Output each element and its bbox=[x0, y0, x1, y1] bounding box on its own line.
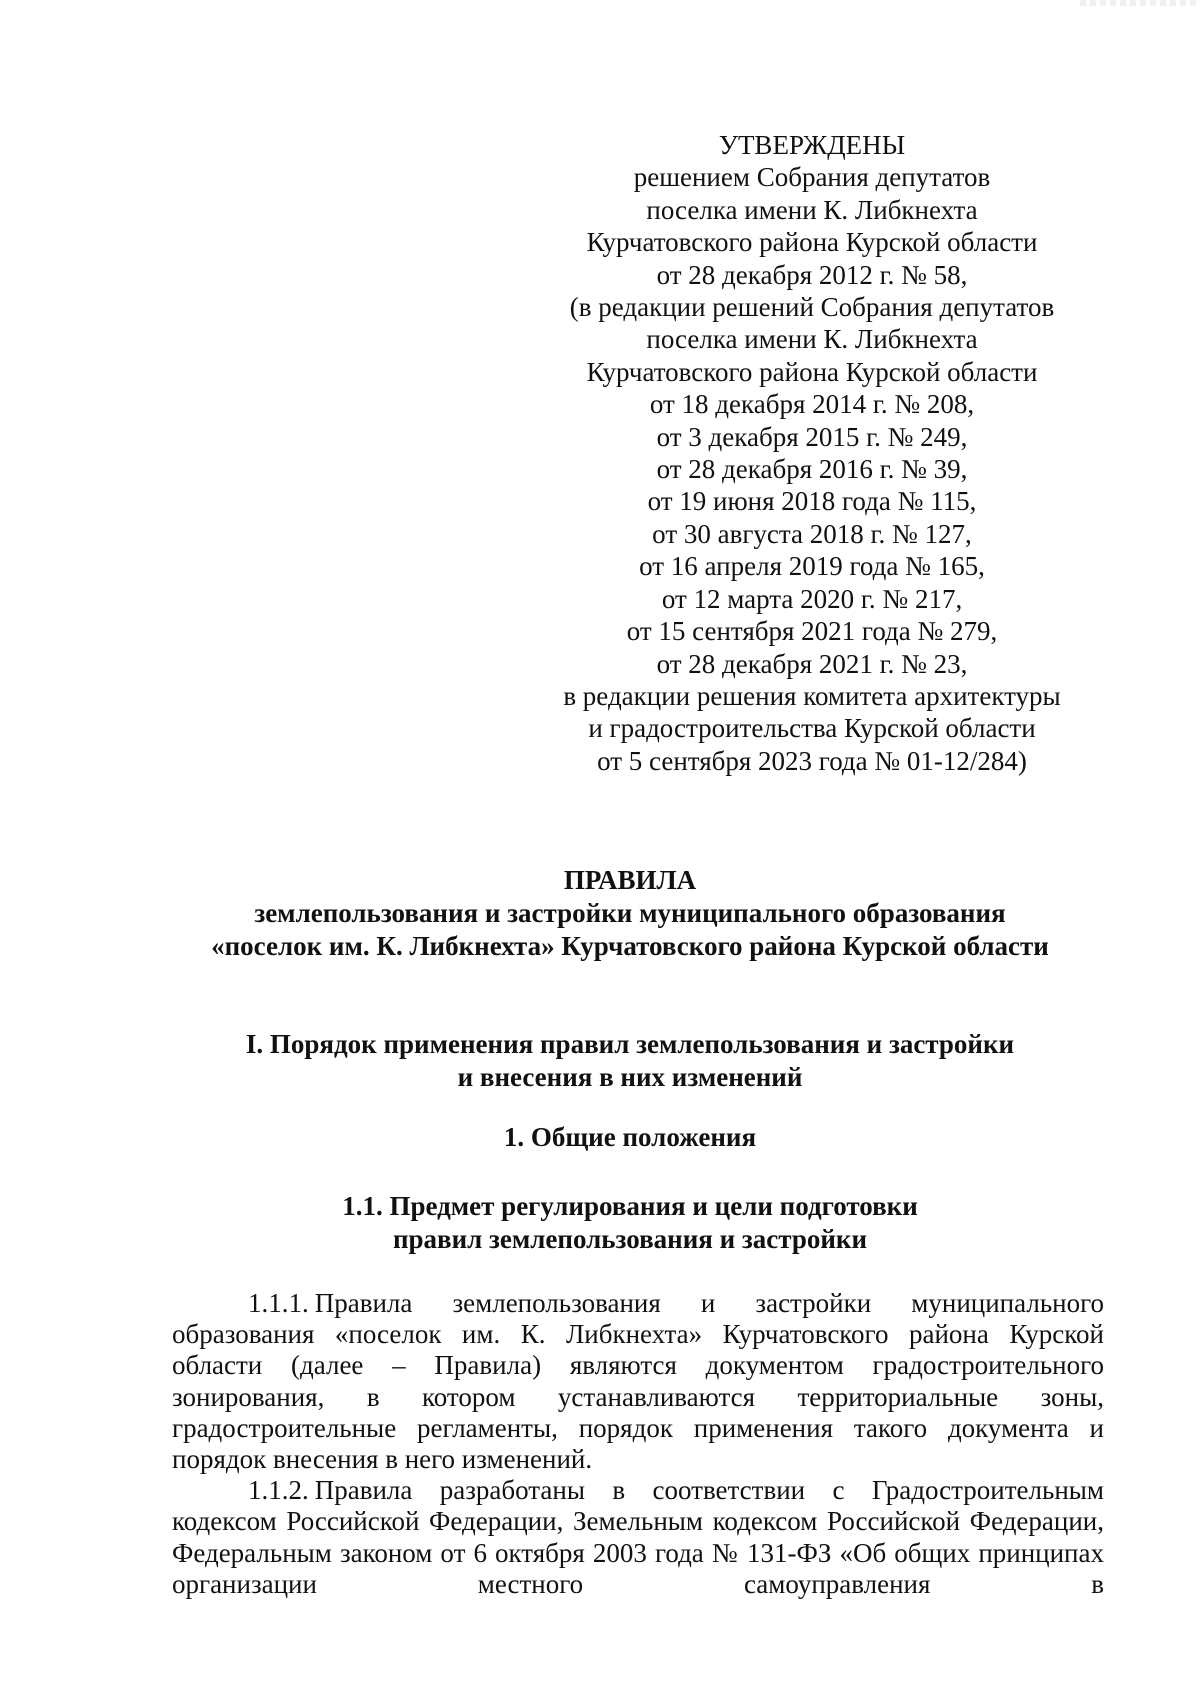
paragraph-1-1-1 bbox=[172, 1288, 1104, 1475]
document-title-main: ПРАВИЛА bbox=[563, 865, 697, 895]
approval-line: Курчатовского района Курской области bbox=[586, 227, 1038, 258]
section-heading bbox=[150, 1028, 1110, 1094]
approval-line: поселка имени К. Либкнехта bbox=[646, 324, 978, 355]
approval-line: от 16 апреля 2019 года № 165, bbox=[639, 551, 985, 582]
approval-line: от 28 декабря 2016 г. № 39, bbox=[656, 454, 968, 485]
approval-line: от 30 августа 2018 г. № 127, bbox=[652, 518, 972, 549]
section-heading-line: и внесения в них изменений bbox=[457, 1062, 803, 1092]
scan-artifact bbox=[1080, 0, 1200, 6]
body-text bbox=[172, 1288, 1104, 1600]
approval-line: (в редакции решений Собрания депутатов bbox=[569, 292, 1055, 323]
paragraph-text: Правила разработаны в соответствии с Градостроительным кодексом Российской Федерации, Земельным кодексом Российской Федерации, Федеральным законом от 6 октября 2003 года № 131-ФЗ «Об общих принципах организации местного самоуправления в bbox=[172, 1475, 1104, 1599]
approval-line: от 19 июня 2018 года № 115, bbox=[647, 486, 977, 517]
subsection-heading-line: 1. Общие положения bbox=[503, 1122, 757, 1152]
document-title-line: «поселок им. К. Либкнехта» Курчатовского района Курской области bbox=[211, 931, 1049, 961]
paragraph-number: 1.1.2. bbox=[248, 1475, 309, 1506]
clause-heading bbox=[150, 1190, 1110, 1256]
approval-line: от 5 сентября 2023 года № 01-12/284) bbox=[597, 745, 1027, 776]
paragraph-text: Правила землепользования и застройки муниципального образования «поселок им. К. Либкнехта» Курчатовского района Курской области (далее – Правила) являются документом градостроительного зонирования, в котором устанавливаются территориальные зоны, градостроительные регламенты, порядок применения такого документа и порядок внесения в него изменений. bbox=[172, 1288, 1104, 1475]
approval-heading: УТВЕРЖДЕНЫ bbox=[718, 130, 906, 160]
approval-line: решением Собрания депутатов bbox=[633, 162, 991, 193]
approval-line: Курчатовского района Курской области bbox=[586, 356, 1038, 387]
approval-line: от 12 марта 2020 г. № 217, bbox=[661, 583, 963, 614]
approval-line: от 18 декабря 2014 г. № 208, bbox=[649, 389, 975, 420]
section-heading-line: I. Порядок применения правил землепользования и застройки bbox=[245, 1029, 1015, 1059]
document-title-line: землепользования и застройки муниципального образования bbox=[254, 898, 1006, 928]
approval-line: от 3 декабря 2015 г. № 249, bbox=[656, 421, 968, 452]
subsection-heading bbox=[150, 1121, 1110, 1154]
paragraph-1-1-2 bbox=[172, 1475, 1104, 1600]
approval-line: в редакции решения комитета архитектуры bbox=[563, 680, 1061, 711]
approval-line: поселка имени К. Либкнехта bbox=[646, 194, 978, 225]
approval-line: от 28 декабря 2021 г. № 23, bbox=[656, 648, 968, 679]
approval-stamp-block bbox=[520, 129, 1104, 777]
document-title bbox=[150, 864, 1110, 963]
approval-line: от 15 сентября 2021 года № 279, bbox=[626, 616, 998, 647]
approval-line: от 28 декабря 2012 г. № 58, bbox=[656, 259, 968, 290]
paragraph-number: 1.1.1. bbox=[248, 1288, 309, 1318]
clause-heading-line: 1.1. Предмет регулирования и цели подготовки bbox=[342, 1191, 918, 1221]
clause-heading-line: правил землепользования и застройки bbox=[392, 1224, 868, 1254]
approval-line: и градостроительства Курской области bbox=[588, 713, 1036, 744]
